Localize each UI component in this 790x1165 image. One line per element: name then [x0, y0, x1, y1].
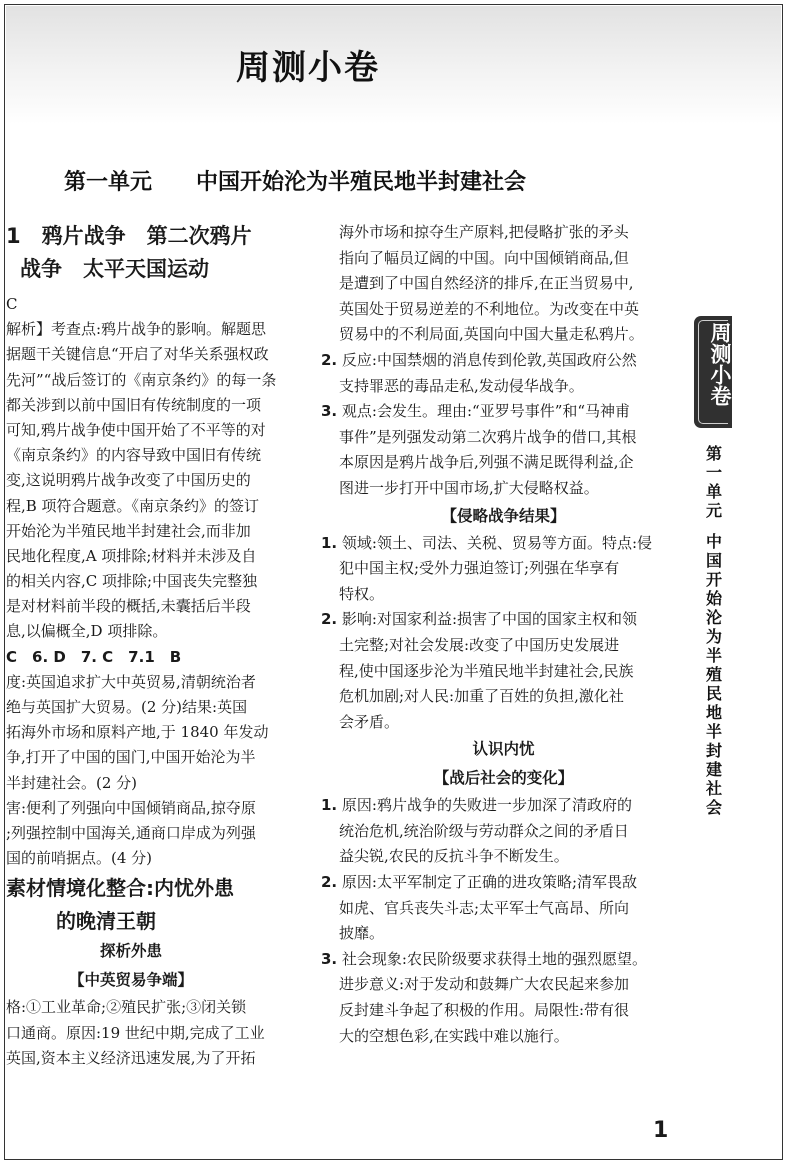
answer-line: 息,以偏概全,D 项排除。 [6, 622, 168, 641]
side-unit-char: 殖 [705, 665, 722, 684]
answer-line: 变,这说明鸦片战争改变了中国历史的 [6, 471, 251, 490]
numbered-item [321, 348, 686, 374]
answer-line: 贸易中的不利局面,英国向中国大量走私鸦片。 [339, 325, 644, 344]
answer-line: 可知,鸦片战争使中国开始了不平等的对 [6, 420, 266, 439]
answer-line: 统治危机,统治阶级与劳动群众之间的矛盾日 [339, 821, 629, 840]
answer-line: 事件”是列强发动第二次鸦片战争的借口,其根 [339, 427, 637, 446]
side-unit-gap [702, 520, 726, 532]
left-column [6, 220, 312, 1071]
subheading: 【中英贸易争端】 [68, 971, 193, 990]
answer-line: 解析】考查点:鸦片战争的影响。解题思 [6, 320, 267, 339]
answer-line: 英国处于贸易逆差的不利地位。为改变在中英 [339, 299, 640, 318]
side-unit-char: 单 [705, 482, 722, 501]
answer-line: 程,B 项符合题意。《南京条约》的签订 [6, 496, 260, 515]
side-unit-label [702, 444, 726, 817]
answer-line: 度:英国追求扩大中英贸易,清朝统治者 [6, 672, 256, 691]
answer-line: 《南京条约》的内容导致中国旧有传统 [6, 446, 262, 465]
subheading: 【侵略战争结果】 [441, 506, 566, 525]
answer-line: 土完整;对社会发展:改变了中国历史发展进 [339, 635, 620, 654]
answer-line: 海外市场和掠夺生产原料,把侵略扩张的矛头 [339, 223, 629, 241]
side-unit-char: 民 [705, 684, 722, 703]
answer-line: 大的空想色彩,在实践中难以施行。 [339, 1026, 569, 1045]
answer-line: 先河”“战后签订的《南京条约》的每一条 [6, 370, 277, 389]
item-text: 影响:对国家利益:损害了中国的国家主权和领 [341, 610, 638, 629]
page-number: 1 [653, 1118, 669, 1143]
item-number: 3. [321, 402, 338, 421]
answer-line: C [6, 295, 18, 313]
answer-line: 支持罪恶的毒品走私,发动侵华战争。 [339, 376, 584, 395]
item-text: 领域:领土、司法、关税、贸易等方面。特点:侵 [341, 533, 653, 552]
answer-line: 开始沦为半殖民地半封建社会,而非加 [6, 521, 251, 540]
side-unit-char: 沦 [705, 608, 722, 627]
answer-line: 口通商。原因:19 世纪中期,完成了工业 [6, 1023, 265, 1042]
answer-line: 拓海外市场和原料产地,于 1840 年发动 [6, 723, 269, 742]
item-text: 原因:太平军制定了正确的进攻策略;清军畏敌 [341, 873, 638, 892]
numbered-item [321, 947, 686, 973]
item-text: 反应:中国禁烟的消息传到伦敦,英国政府公然 [341, 350, 637, 369]
item-number: 2. [321, 350, 338, 369]
side-unit-char: 会 [705, 798, 722, 817]
item-number: 2. [321, 610, 338, 629]
side-unit-char: 第 [705, 444, 722, 463]
subheading: 认识内忧 [472, 740, 535, 759]
side-unit-char: 半 [705, 646, 722, 665]
side-unit-char: 国 [705, 551, 722, 570]
side-unit-char: 地 [705, 703, 722, 722]
answer-line: 进步意义:对于发动和鼓舞广大农民起来参加 [339, 975, 630, 994]
side-unit-char: 一 [705, 463, 722, 482]
answer-line: 民地化程度,A 项排除;材料并未涉及自 [6, 546, 257, 565]
answer-list [6, 292, 312, 871]
answer-line: 半封建社会。(2 分) [6, 773, 138, 792]
answer-line: 争,打开了中国的国门,中国开始沦为半 [6, 748, 256, 767]
answer-line: C 6. D 7. C 7.1 B [6, 647, 182, 666]
answer-line: 会矛盾。 [339, 712, 400, 731]
answer-line: 英国,资本主义经济迅速发展,为了开拓 [6, 1048, 256, 1067]
numbered-item [321, 793, 686, 819]
answer-line: 危机加剧;对人民:加重了百姓的负担,激化社 [339, 687, 624, 706]
answer-line: 程,使中国逐步沦为半殖民地半封建社会,民族 [339, 661, 634, 680]
side-unit-char: 中 [705, 532, 722, 551]
book-title: 周测小卷 [236, 48, 380, 88]
answer-line: 指向了幅员辽阔的中国。向中国倾销商品,但 [339, 248, 629, 267]
answer-line: 特权。 [339, 584, 385, 603]
answer-line: 绝与英国扩大贸易。(2 分)结果:英国 [6, 698, 248, 716]
answer-line: ;列强控制中国海关,通商口岸成为列强 [6, 823, 256, 842]
lesson-title-line-2: 战争 太平天国运动 [20, 257, 209, 281]
numbered-item [321, 531, 686, 557]
answer-line: 是遭到了中国自然经济的排斥,在正当贸易中, [339, 274, 634, 293]
side-unit-char: 开 [705, 570, 722, 589]
answer-line: 披靡。 [339, 924, 385, 943]
item-text: 社会现象:农民阶级要求获得土地的强烈愿望。 [341, 949, 647, 968]
side-tab-label: 周测小卷 [708, 322, 732, 406]
unit-title: 第一单元 中国开始沦为半殖民地半封建社会 [64, 170, 527, 195]
item-number: 2. [321, 873, 338, 892]
answer-line: 图进一步打开中国市场,扩大侵略权益。 [339, 478, 599, 497]
answer-line: 犯中国主权;受外力强迫签订;列强在华享有 [339, 559, 620, 578]
item-number: 3. [321, 949, 338, 968]
section-title-line-1: 素材情境化整合:内忧外患 [6, 876, 234, 901]
item-text: 原因:鸦片战争的失败进一步加深了清政府的 [341, 796, 632, 815]
answer-line: 据题干关键信息“开启了对华关系强权政 [6, 345, 269, 364]
section-title-line-2: 的晚清王朝 [56, 909, 156, 934]
side-tab [694, 316, 732, 428]
answer-line: 益尖锐,农民的反抗斗争不断发生。 [339, 847, 569, 866]
subheading: 探析外患 [99, 942, 162, 961]
answer-line: 害:便利了列强向中国倾销商品,掠夺原 [6, 798, 256, 817]
answer-line: 格:①工业革命;②殖民扩张;③闭关锁 [6, 998, 247, 1017]
side-unit-char: 建 [705, 760, 722, 779]
item-number: 1. [321, 796, 338, 815]
answer-line: 如虎、官兵丧失斗志;太平军士气高昂、所向 [339, 898, 630, 917]
answer-line: 都关涉到以前中国旧有传统制度的一项 [6, 395, 262, 414]
side-unit-char: 始 [705, 589, 722, 608]
numbered-item [321, 870, 686, 896]
answer-line: 国的前哨据点。(4 分) [6, 849, 153, 868]
item-number: 1. [321, 533, 338, 552]
subheading: 【战后社会的变化】 [433, 769, 574, 788]
lesson-title-line-1: 1 鸦片战争 第二次鸦片 [6, 224, 252, 248]
answer-line: 反封建斗争起了积极的作用。局限性:带有很 [339, 1001, 630, 1020]
numbered-item [321, 607, 686, 633]
answer-line: 是对材料前半段的概括,未囊括后半段 [6, 597, 251, 616]
side-unit-char: 元 [705, 501, 722, 520]
side-unit-char: 半 [705, 722, 722, 741]
numbered-item [321, 399, 686, 425]
side-unit-char: 为 [705, 627, 722, 646]
side-unit-char: 社 [705, 779, 722, 798]
answer-line: 本原因是鸦片战争后,列强不满足既得利益,企 [339, 453, 634, 472]
answer-line: 的相关内容,C 项排除;中国丧失完整独 [6, 572, 258, 591]
right-column [321, 220, 686, 1049]
side-unit-char: 封 [705, 741, 722, 760]
item-text: 观点:会发生。理由:“亚罗号事件”和“马神甫 [341, 402, 631, 421]
header-band [6, 6, 781, 124]
